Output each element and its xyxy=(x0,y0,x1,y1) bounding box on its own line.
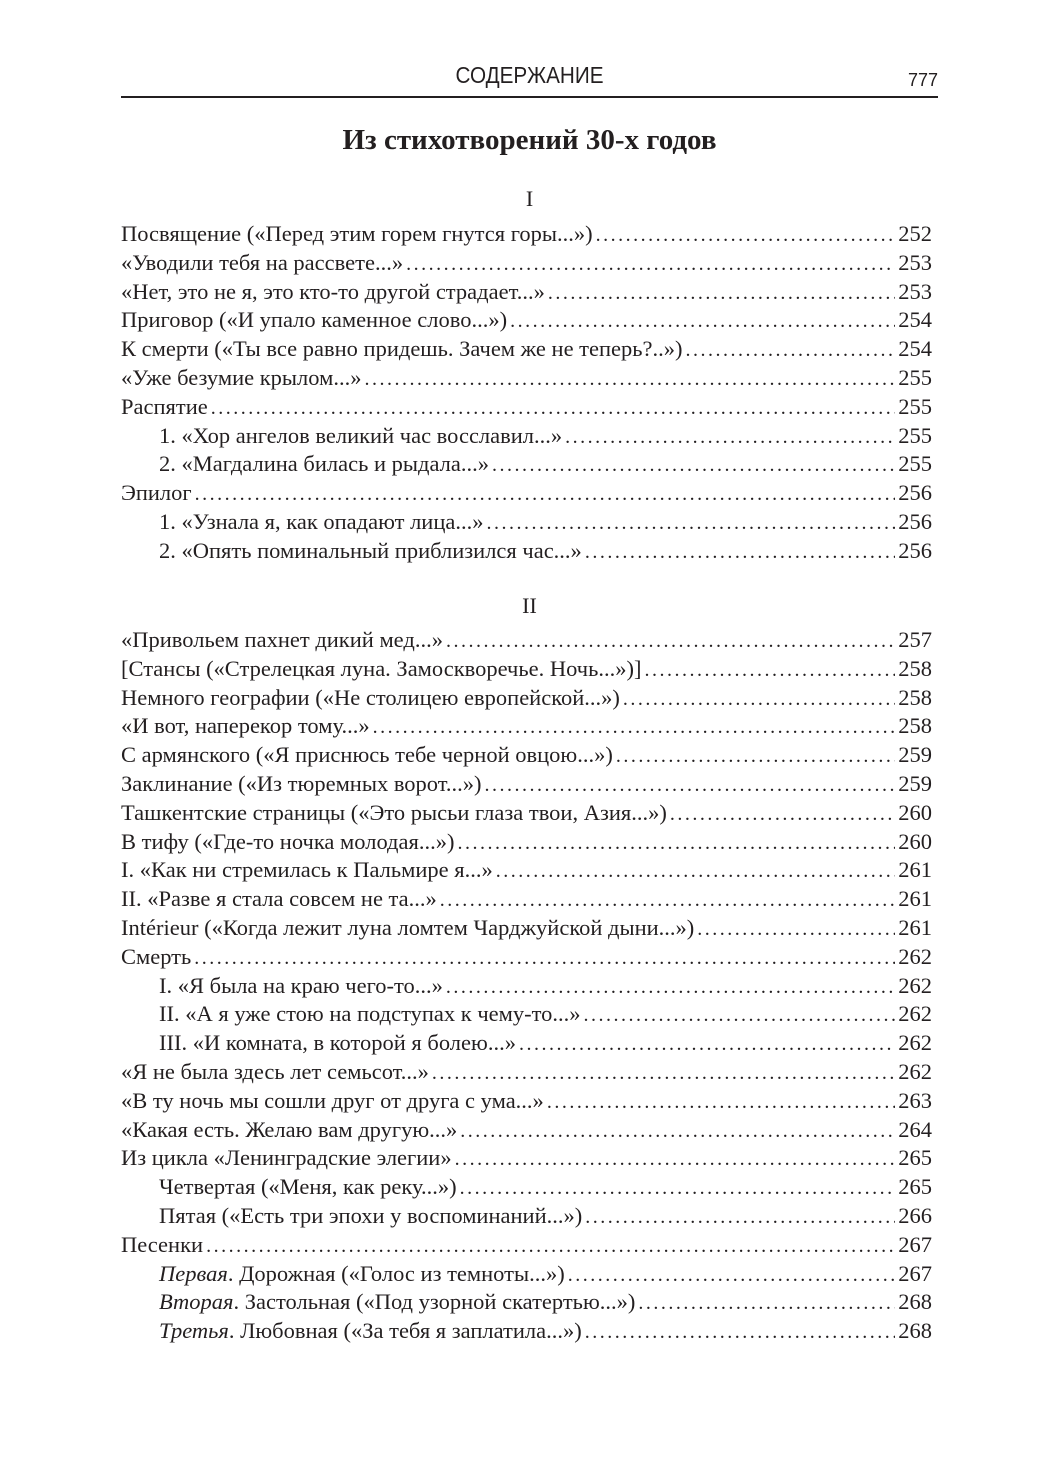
dot-leader xyxy=(206,1232,895,1261)
entry-text: «Какая есть. Желаю вам другую...» xyxy=(121,1116,458,1142)
dot-leader xyxy=(644,656,895,685)
entry-text: Приговор («И упало каменное слово...») xyxy=(121,307,508,333)
entry-title xyxy=(159,422,562,451)
dot-leader xyxy=(638,1289,895,1318)
toc-entry xyxy=(121,1029,932,1058)
entry-prefix: Третья xyxy=(159,1318,229,1344)
toc-entry xyxy=(121,1000,932,1029)
entry-title xyxy=(121,684,620,713)
dot-leader xyxy=(446,627,895,656)
toc-entry xyxy=(121,799,932,828)
dot-leader xyxy=(457,829,895,858)
entry-title xyxy=(121,655,641,684)
section-title: Из стихотворений 30-х годов xyxy=(342,124,717,156)
toc-entry xyxy=(121,450,932,479)
toc-entry xyxy=(121,1058,932,1087)
entry-page-number: 255 xyxy=(898,422,932,448)
entry-page-number: 253 xyxy=(898,278,932,304)
dot-leader xyxy=(406,250,895,279)
entry-title xyxy=(121,943,191,972)
dot-leader xyxy=(585,1203,895,1232)
entry-title xyxy=(121,712,370,741)
entry-title xyxy=(121,885,437,914)
entry-text: «Привольем пахнет дикий мед...» xyxy=(121,627,443,652)
entry-page-number: 265 xyxy=(898,1174,932,1200)
entry-text: III. «И комната, в которой я болею...» xyxy=(159,1030,516,1056)
entry-text: I. «Как ни стремилась к Пальмире я...» xyxy=(121,857,493,883)
entry-page-number: 256 xyxy=(898,537,932,563)
entry-title xyxy=(121,278,545,307)
running-title: СОДЕРЖАНИЕ xyxy=(455,62,604,88)
entry-page-number: 254 xyxy=(898,336,932,362)
toc-entry xyxy=(121,306,932,335)
dot-leader xyxy=(492,451,895,480)
entry-page-number: 258 xyxy=(898,713,932,739)
toc-entry xyxy=(121,537,932,566)
entry-text: 1. «Хор ангелов великий час восславил...» xyxy=(159,422,563,448)
dot-leader xyxy=(211,394,896,423)
entry-page-number: 253 xyxy=(898,249,932,275)
toc-entry xyxy=(121,741,932,770)
entry-page-number: 262 xyxy=(898,972,932,998)
dot-leader xyxy=(487,509,896,538)
entry-text: Четвертая («Меня, как реку...») xyxy=(159,1174,457,1200)
part-label-2: II xyxy=(522,593,537,618)
dot-leader xyxy=(596,221,896,250)
entry-page-number: 255 xyxy=(898,364,932,390)
toc-entry xyxy=(121,508,932,537)
entry-title xyxy=(159,508,484,537)
entry-title xyxy=(159,972,443,1001)
dot-leader xyxy=(496,857,896,886)
entry-title xyxy=(159,537,582,566)
entry-page-number: 255 xyxy=(898,451,932,477)
toc-entry xyxy=(121,335,932,364)
toc-entry xyxy=(121,770,932,799)
entry-title xyxy=(121,479,192,508)
toc-entry xyxy=(121,856,932,885)
toc-entry xyxy=(121,1087,932,1116)
entry-page-number: 263 xyxy=(898,1087,932,1113)
entry-page-number: 252 xyxy=(898,221,932,246)
dot-leader xyxy=(460,1117,895,1146)
entry-prefix: Вторая xyxy=(159,1289,234,1315)
entry-text: «Уже безумие крылом...» xyxy=(121,364,362,390)
dot-leader xyxy=(519,1030,895,1059)
toc-entry xyxy=(121,943,932,972)
entry-title xyxy=(121,220,593,249)
entry-page-number: 265 xyxy=(898,1145,932,1171)
entry-text: I. «Я была на краю чего-то...» xyxy=(159,972,443,998)
entry-title xyxy=(121,1231,203,1260)
dot-leader xyxy=(697,915,895,944)
dot-leader xyxy=(568,1261,896,1290)
toc-entry xyxy=(121,885,932,914)
entry-page-number: 256 xyxy=(898,508,932,534)
entry-text: Intérieur («Когда лежит луна ломтем Чарджуйской дыни...») xyxy=(121,914,695,940)
dot-leader xyxy=(584,1001,896,1030)
entry-page-number: 267 xyxy=(898,1260,932,1286)
entry-page-number: 254 xyxy=(898,307,932,333)
entry-title xyxy=(121,799,667,828)
toc-entry xyxy=(121,364,932,393)
toc-entry xyxy=(121,828,932,857)
entry-title xyxy=(121,770,482,799)
toc-entry xyxy=(121,684,932,713)
entry-title xyxy=(159,1260,565,1289)
entry-page-number: 264 xyxy=(898,1116,932,1142)
toc-entry xyxy=(121,626,932,655)
entry-page-number: 262 xyxy=(898,1001,932,1027)
dot-leader xyxy=(373,713,896,742)
entry-page-number: 256 xyxy=(898,480,932,506)
entry-text: 2. «Опять поминальный приблизился час...» xyxy=(159,537,582,563)
dot-leader xyxy=(195,480,896,509)
dot-leader xyxy=(440,886,895,915)
entry-title xyxy=(121,335,683,364)
entry-page-number: 260 xyxy=(898,828,932,854)
toc-entry xyxy=(121,914,932,943)
entry-title xyxy=(121,364,361,393)
entry-page-number: 266 xyxy=(898,1202,932,1228)
entry-title xyxy=(121,914,694,943)
entry-title xyxy=(159,1029,516,1058)
entry-text: «В ту ночь мы сошли друг от друга с ума...» xyxy=(121,1087,544,1113)
entry-text: [Стансы («Стрелецкая луна. Замоскворечье. Ночь...»)] xyxy=(121,655,642,681)
entry-title xyxy=(121,1116,457,1145)
entry-text: Из цикла «Ленинградские элегии» xyxy=(121,1145,452,1171)
entry-text: Смерть xyxy=(121,943,192,969)
entry-prefix: Первая xyxy=(159,1260,228,1286)
entry-title xyxy=(121,856,493,885)
entry-text: «Нет, это не я, это кто-то другой страдает...» xyxy=(121,278,545,304)
toc-entry xyxy=(121,278,932,307)
dot-leader xyxy=(432,1059,895,1088)
page-number: 777 xyxy=(907,70,938,90)
entry-text: Посвящение («Перед этим горем гнутся горы...») xyxy=(121,221,593,246)
toc-entry xyxy=(121,1116,932,1145)
entry-text: «Уводили тебя на рассвете...» xyxy=(121,249,404,275)
toc-entry xyxy=(121,1231,932,1260)
toc-entry xyxy=(121,1317,932,1346)
entry-page-number: 267 xyxy=(898,1231,932,1257)
dot-leader xyxy=(485,771,896,800)
entry-text: К смерти («Ты все равно придешь. Зачем же не теперь?..») xyxy=(121,336,683,362)
dot-leader xyxy=(510,307,895,336)
entry-title xyxy=(121,741,613,770)
entry-text: Немного географии («Не столицею европейской...») xyxy=(121,684,620,710)
entry-title xyxy=(159,1202,582,1231)
entry-text: . Застольная («Под узорной скатертью...») xyxy=(233,1289,636,1315)
entry-text: 2. «Магдалина билась и рыдала...» xyxy=(159,451,489,477)
entry-text: Пятая («Есть три эпохи у воспоминаний...») xyxy=(159,1202,583,1228)
toc-entry xyxy=(121,422,932,451)
dot-leader xyxy=(670,800,895,829)
entry-text: Эпилог xyxy=(121,480,192,506)
entry-page-number: 259 xyxy=(898,742,932,768)
dot-leader xyxy=(460,1174,896,1203)
entry-text: В тифу («Где-то ночка молодая...») xyxy=(121,828,455,854)
dot-leader xyxy=(616,742,895,771)
dot-leader xyxy=(194,944,895,973)
entry-title xyxy=(121,1144,452,1173)
toc-entry xyxy=(121,1202,932,1231)
entry-title xyxy=(121,249,403,278)
entry-title xyxy=(121,1058,429,1087)
dot-leader xyxy=(455,1145,896,1174)
entry-page-number: 262 xyxy=(898,1058,932,1084)
entry-page-number: 261 xyxy=(898,914,932,940)
entry-page-number: 258 xyxy=(898,684,932,710)
entry-text: II. «А я уже стою на подступах к чему-то...» xyxy=(159,1001,581,1027)
entry-page-number: 257 xyxy=(898,627,932,652)
dot-leader xyxy=(686,336,896,365)
entry-page-number: 268 xyxy=(898,1318,932,1344)
toc-entry xyxy=(121,1260,932,1289)
entry-text: Заклинание («Из тюремных ворот...») xyxy=(121,770,482,796)
toc-entry xyxy=(121,1173,932,1202)
entry-text: С армянского («Я приснюсь тебе черной овцою...») xyxy=(121,742,613,768)
toc-entry xyxy=(121,655,932,684)
entry-page-number: 262 xyxy=(898,1030,932,1056)
toc-entry xyxy=(121,220,932,249)
entry-page-number: 261 xyxy=(898,857,932,883)
entry-text: . Любовная («За тебя я заплатила...») xyxy=(228,1318,582,1344)
dot-leader xyxy=(585,1318,896,1347)
dot-leader xyxy=(364,365,895,394)
toc-entry xyxy=(121,1288,932,1317)
dot-leader xyxy=(547,1088,895,1117)
toc-entry xyxy=(121,249,932,278)
toc-entry xyxy=(121,1144,932,1173)
toc-entry xyxy=(121,479,932,508)
toc-entry xyxy=(121,712,932,741)
entry-page-number: 261 xyxy=(898,886,932,912)
entry-page-number: 268 xyxy=(898,1289,932,1315)
entry-text: Распятие xyxy=(121,393,208,419)
entry-title xyxy=(121,306,507,335)
entry-text: Ташкентские страницы («Это рысьи глаза твои, Азия...») xyxy=(121,799,667,825)
toc-list-1 xyxy=(121,220,932,566)
dot-leader xyxy=(548,279,895,308)
dot-leader xyxy=(565,423,895,452)
entry-title xyxy=(159,1317,582,1346)
entry-title xyxy=(159,1000,581,1029)
entry-page-number: 258 xyxy=(898,655,932,681)
entry-title xyxy=(121,1087,544,1116)
entry-text: 1. «Узнала я, как опадают лица...» xyxy=(159,508,484,534)
entry-title xyxy=(121,626,443,655)
toc-entry xyxy=(121,393,932,422)
entry-page-number: 259 xyxy=(898,770,932,796)
entry-title xyxy=(159,1288,635,1317)
part-label-1: I xyxy=(525,186,534,211)
entry-text: . Дорожная («Голос из темноты...») xyxy=(227,1260,565,1286)
toc-entry xyxy=(121,972,932,1001)
entry-text: «И вот, наперекор тому...» xyxy=(121,713,370,739)
dot-leader xyxy=(623,685,895,714)
entry-page-number: 255 xyxy=(898,393,932,419)
entry-title xyxy=(159,1173,457,1202)
entry-page-number: 260 xyxy=(898,799,932,825)
entry-title xyxy=(159,450,489,479)
entry-title xyxy=(121,828,454,857)
entry-text: II. «Разве я стала совсем не та...» xyxy=(121,886,437,912)
entry-page-number: 262 xyxy=(898,943,932,969)
entry-text: Песенки xyxy=(121,1231,204,1257)
running-header xyxy=(121,60,938,98)
toc-list-2 xyxy=(121,626,932,1346)
dot-leader xyxy=(585,538,895,567)
entry-title xyxy=(121,393,208,422)
dot-leader xyxy=(446,973,895,1002)
entry-text: «Я не была здесь лет семьсот...» xyxy=(121,1058,429,1084)
